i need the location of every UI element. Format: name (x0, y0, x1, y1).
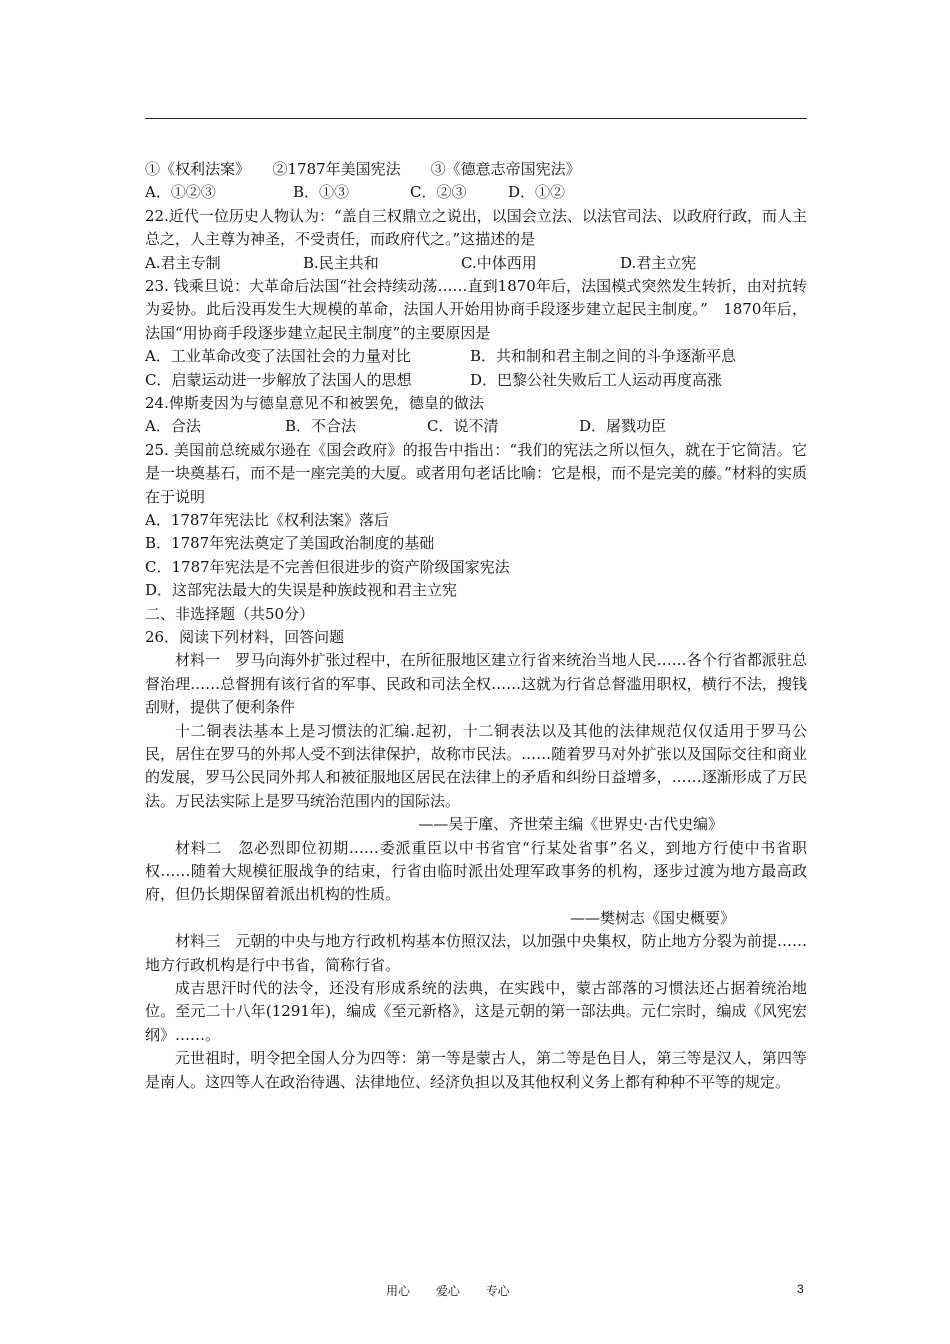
q23-option-a: A．工业革命改变了法国社会的力量对比 (145, 347, 411, 366)
material-two-source: ——樊树志《国史概要》 (569, 908, 735, 927)
page-number: 3 (797, 1282, 804, 1296)
q23-options-ab (145, 345, 807, 368)
q21-items: ①《权利法案》 ②1787年美国宪法 ③《德意志帝国宪法》 (145, 160, 581, 178)
footer-motto-2: 爱心 (435, 1284, 460, 1298)
q24-option-d: D．屠戮功臣 (579, 417, 667, 436)
page-footer (0, 1282, 950, 1298)
q22-option-c: C.中体西用 (461, 253, 537, 272)
footer-motto-1: 用心 (386, 1284, 411, 1298)
q24-options (145, 415, 807, 438)
q23-option-c: C．启蒙运动进一步解放了法国人的思想 (145, 370, 412, 389)
material-two: 材料二 忽必烈即位初期……委派重臣以中书省官“行某处省事”名义，到地方行使中书省职权……随着大规模征服战争的结束，行省由临时派出处理军政事务的机构，逐步过渡为地方最高政府，但仍长期保留着派出机构的性质。 (145, 838, 807, 904)
page-body (145, 158, 807, 1094)
material-one-part-two: 十二铜表法基本上是习惯法的汇编.起初，十二铜表法以及其他的法律规范仅仅适用于罗马公民，居住在罗马的外邦人受不到法律保护，故称市民法。……随着罗马对外扩张以及国际交往和商业的发展，罗马公民同外邦人和被征服地区居民在法律上的矛盾和纠纷日益增多，……逐渐形成了万民法。万民法实际上是罗马统治范围内的国际法。 (145, 721, 807, 810)
q24-stem: 24.俾斯麦因为与德皇意见不和被罢免，德皇的做法 (145, 393, 484, 412)
q24-option-a: A．合法 (145, 417, 201, 436)
material-one-source: ——吴于廑、齐世荣主编《世界史·古代史编》 (418, 815, 723, 834)
q25-option-a: A．1787年宪法比《权利法案》落后 (145, 510, 390, 529)
q23-option-b: B．共和制和君主制之间的斗争逐渐平息 (470, 347, 737, 366)
q21-options (145, 181, 807, 204)
q22-option-a: A.君主专制 (145, 253, 221, 272)
q25-option-d: D．这部宪法最大的失误是种族歧视和君主立宪 (145, 581, 458, 600)
material-one-part-one: 材料一 罗马向海外扩张过程中，在所征服地区建立行省来统治当地人民……各个行省都派驻总督治理……总督拥有该行省的军事、民政和司法全权……这就为行省总督滥用职权，横行不法，搜钱刮财，提供了便利条件 (145, 651, 807, 717)
q25-option-c: C．1787年宪法是不完善但很进步的资产阶级国家宪法 (145, 557, 510, 576)
q24-option-c: C．说不清 (427, 417, 499, 436)
q25-option-b: B．1787年宪法奠定了美国政治制度的基础 (145, 534, 435, 553)
q21-option-a: A．①②③ (145, 183, 216, 202)
section-two-heading: 二、非选择题（共50分） (145, 604, 315, 623)
q26-stem: 26．阅读下列材料，回答问题 (145, 627, 345, 646)
q23-option-d: D．巴黎公社失败后工人运动再度高涨 (470, 370, 723, 389)
q24-option-b: B．不合法 (285, 417, 357, 436)
q23-options-cd (145, 369, 807, 392)
footer-motto (386, 1282, 532, 1299)
q22-options (145, 252, 807, 275)
q22-option-d: D.君主立宪 (620, 253, 697, 272)
q25-stem: 25. 美国前总统威尔逊在《国会政府》的报告中指出：“我们的宪法之所以恒久，就在于它简洁。它是一块奠基石，而不是一座完美的大厦。或者用句老话比喻：它是根，而不是完美的藤。”材料的实质在于说明 (145, 440, 807, 506)
material-three-part-one: 材料三 元朝的中央与地方行政机构基本仿照汉法，以加强中央集权，防止地方分裂为前提……地方行政机构是行中书省，简称行省。 (145, 932, 807, 974)
q21-option-d: D．①② (508, 183, 566, 202)
q21-option-b: B．①③ (293, 183, 350, 202)
q21-option-c: C．②③ (410, 183, 467, 202)
material-three-part-three: 元世祖时，明令把全国人分为四等：第一等是蒙古人，第二等是色目人，第三等是汉人，第四等是南人。这四等人在政治待遇、法律地位、经济负担以及其他权利义务上都有种种不平等的规定。 (145, 1049, 807, 1091)
q23-stem: 23. 钱乘旦说：大革命后法国“社会持续动荡……直到1870年后，法国模式突然发生转折，由对抗转为妥协。此后没再发生大规模的革命，法国人开始用协商手段逐步建立起民主制度。” 1870年后，法国“用协商手段逐步建立起民主制度”的主要原因是 (145, 276, 807, 342)
material-three-part-two: 成吉思汗时代的法令，还没有形成系统的法典，在实践中，蒙古部落的习惯法还占据着统治地位。至元二十八年(1291年)，编成《至元新格》，这是元朝的第一部法典。元仁宗时，编成《风宪宏纲》……。 (145, 978, 807, 1044)
footer-motto-3: 专心 (485, 1284, 510, 1298)
q22-stem: 22.近代一位历史人物认为：“盖自三权鼎立之说出，以国会立法、以法官司法、以政府行政，而人主总之，人主尊为神圣，不受责任，而政府代之。”这描述的是 (145, 206, 807, 249)
header-rule (145, 118, 807, 119)
q22-option-b: B.民主共和 (303, 253, 379, 272)
